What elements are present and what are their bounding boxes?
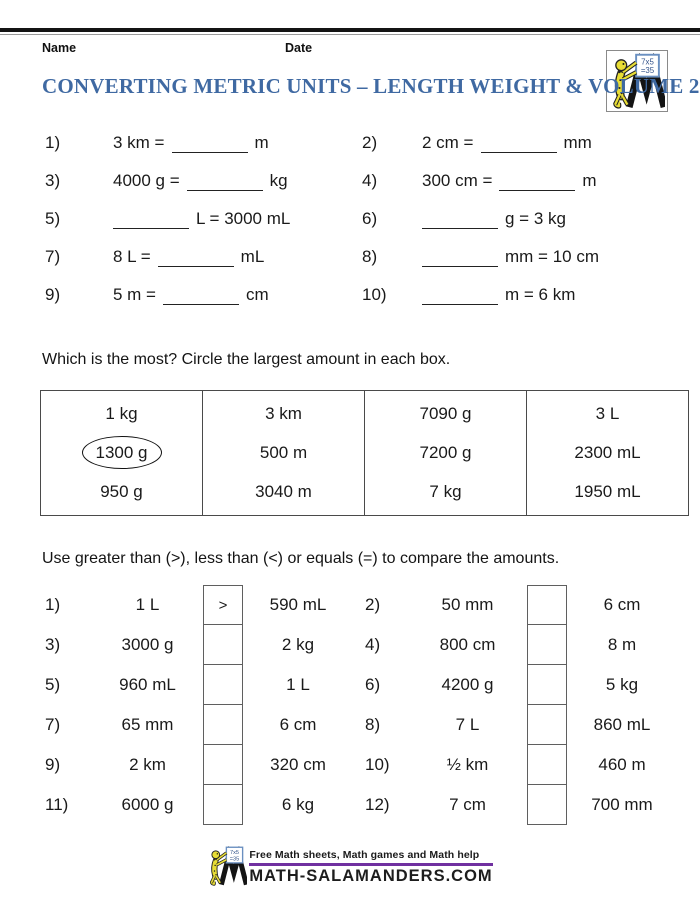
amount-box-4: [526, 391, 688, 515]
answer-blank[interactable]: [158, 251, 234, 267]
amount-option[interactable]: [527, 472, 688, 511]
compare-row: [0, 705, 700, 745]
amount-option[interactable]: [41, 394, 202, 433]
amount-option[interactable]: [365, 433, 526, 472]
comparison-answer-box[interactable]: [527, 585, 567, 625]
conversion-row: [0, 124, 700, 162]
conversion-row: [0, 238, 700, 276]
comparison-answer-box[interactable]: [527, 745, 567, 785]
amount-option[interactable]: [203, 433, 364, 472]
left-amount: 50 mm: [441, 595, 494, 614]
compare-problems-section: [0, 585, 700, 825]
amount-option[interactable]: [527, 433, 688, 472]
problem-10: [362, 285, 679, 305]
left-amount: 4200 g: [441, 675, 494, 694]
left-amount: 800 cm: [439, 635, 496, 654]
amount-text: 7200 g: [419, 443, 472, 462]
compare-row: [0, 745, 700, 785]
comparison-answer-box[interactable]: [527, 665, 567, 705]
right-amount: 320 cm: [270, 755, 326, 774]
amount-option[interactable]: [203, 472, 364, 511]
problem-text-post: cm: [246, 285, 269, 304]
amount-option[interactable]: [365, 472, 526, 511]
right-amount: 5 kg: [605, 675, 639, 694]
right-amount: 8 m: [607, 635, 637, 654]
problem-number: 11): [45, 795, 69, 814]
problem-number: 7): [45, 715, 61, 734]
answer-blank[interactable]: [422, 251, 498, 267]
footer-tagline: Free Math sheets, Math games and Math help: [249, 849, 480, 861]
problem-number: 10): [365, 755, 390, 774]
comparison-answer-box[interactable]: [203, 665, 243, 705]
problem-7: [45, 247, 362, 267]
comparison-answer-box[interactable]: [203, 785, 243, 825]
left-amount: 65 mm: [121, 715, 174, 734]
problem-text-pre: 3 km =: [113, 133, 165, 152]
comparison-answer-box[interactable]: [203, 625, 243, 665]
comparison-answer-box[interactable]: [527, 625, 567, 665]
answer-blank[interactable]: [499, 175, 575, 191]
amount-option[interactable]: [203, 394, 364, 433]
problem-number: 3): [45, 635, 61, 654]
problem-text-post: L = 3000 mL: [196, 209, 291, 228]
name-label: Name: [42, 41, 77, 55]
right-amount: 2 kg: [281, 635, 315, 654]
conversion-row: [0, 162, 700, 200]
problem-3: [45, 171, 362, 191]
left-amount: 3000 g: [121, 635, 174, 654]
largest-amount-table: [40, 390, 689, 516]
answer-blank[interactable]: [172, 137, 248, 153]
problem-number: 2): [365, 595, 381, 614]
top-divider: [0, 28, 700, 32]
conversion-row: [0, 276, 700, 314]
problem-number: 3): [45, 171, 61, 190]
amount-box-2: [202, 391, 364, 515]
amount-text: 3040 m: [255, 482, 312, 501]
comparison-answer-box[interactable]: [203, 705, 243, 745]
purple-divider: [249, 863, 492, 866]
compare-row: [0, 665, 700, 705]
problem-text-pre: 5 m =: [113, 285, 156, 304]
problem-text-post: mL: [240, 247, 265, 266]
problem-8: [362, 247, 679, 267]
comparison-answer-box[interactable]: [203, 745, 243, 785]
right-amount: 6 cm: [603, 595, 641, 614]
amount-text: 1950 mL: [574, 482, 641, 501]
problem-number: 6): [365, 675, 381, 694]
problem-number: 5): [45, 209, 61, 228]
problem-4: [362, 171, 679, 191]
problem-number: 12): [365, 795, 390, 814]
amount-box-1: [41, 391, 202, 515]
compare-row: [0, 625, 700, 665]
problem-number: 6): [362, 209, 378, 228]
comparison-answer-box[interactable]: >: [203, 585, 243, 625]
problem-text-post: kg: [269, 171, 288, 190]
problem-text-post: m: [254, 133, 269, 152]
problem-number: 8): [362, 247, 378, 266]
conversion-row: [0, 200, 700, 238]
problem-text-post: m = 6 km: [505, 285, 576, 304]
problem-number: 4): [362, 171, 378, 190]
problem-number: 10): [362, 285, 387, 304]
problem-number: 1): [45, 133, 61, 152]
left-amount: ½ km: [446, 755, 489, 774]
problem-text-pre: 300 cm =: [422, 171, 493, 190]
salamander-icon: [207, 846, 247, 886]
right-amount: 700 mm: [591, 795, 653, 814]
comparison-answer-box[interactable]: [527, 705, 567, 745]
problem-9: [45, 285, 362, 305]
left-amount: 1 L: [135, 595, 160, 614]
page-title: CONVERTING METRIC UNITS – LENGTH WEIGHT & VOLUME 2: [42, 74, 700, 98]
footer-text-block: [249, 846, 492, 886]
answer-blank[interactable]: [163, 289, 239, 305]
amount-text: 500 m: [259, 443, 308, 462]
right-amount: 860 mL: [593, 715, 651, 734]
problem-text-post: m: [582, 171, 597, 190]
problem-number: 2): [362, 133, 378, 152]
right-amount: 6 kg: [281, 795, 315, 814]
problem-number: 7): [45, 247, 61, 266]
date-label: Date: [285, 41, 313, 55]
footer: [0, 846, 700, 886]
problem-1: [45, 133, 362, 153]
amount-text: 3 km: [265, 404, 302, 423]
amount-box-3: [364, 391, 526, 515]
answer-blank[interactable]: [187, 175, 263, 191]
compare-row: [0, 785, 700, 825]
amount-option[interactable]: [527, 394, 688, 433]
amount-option[interactable]: [365, 394, 526, 433]
right-amount: 590 mL: [269, 595, 327, 614]
problem-number: 8): [365, 715, 381, 734]
right-amount: 6 cm: [279, 715, 317, 734]
circled-amount: 1300 g: [82, 436, 162, 469]
problem-number: 1): [45, 595, 61, 614]
amount-option[interactable]: [41, 472, 202, 511]
amount-text: 7090 g: [419, 404, 472, 423]
problem-number: 9): [45, 755, 61, 774]
left-amount: 2 km: [129, 755, 166, 774]
left-amount: 7 cm: [449, 795, 486, 814]
answer-blank[interactable]: [422, 289, 498, 305]
problem-text-pre: 4000 g =: [113, 171, 180, 190]
left-amount: 6000 g: [121, 795, 174, 814]
conversion-problems-section: [0, 124, 700, 314]
right-amount: 1 L: [286, 675, 310, 694]
compare-instruction: Use greater than (>), less than (<) or equals (=) to compare the amounts.: [42, 550, 560, 567]
problem-text-pre: 2 cm =: [422, 133, 474, 152]
left-amount: 7 L: [455, 715, 480, 734]
answer-blank[interactable]: [113, 213, 189, 229]
problem-text-post: mm: [563, 133, 592, 152]
answer-blank[interactable]: [422, 213, 498, 229]
problem-text-post: mm = 10 cm: [505, 247, 599, 266]
problem-text-pre: 8 L =: [113, 247, 151, 266]
amount-text: 1 kg: [105, 404, 138, 423]
answer-blank[interactable]: [481, 137, 557, 153]
amount-option[interactable]: [41, 433, 202, 472]
problem-number: 4): [365, 635, 381, 654]
problem-text-post: g = 3 kg: [505, 209, 566, 228]
amount-text: 2300 mL: [574, 443, 641, 462]
left-amount: 960 mL: [119, 675, 176, 694]
problem-6: [362, 209, 679, 229]
circle-largest-instruction: Which is the most? Circle the largest amount in each box.: [42, 351, 451, 368]
amount-text: 7 kg: [429, 482, 462, 501]
problem-5: [45, 209, 362, 229]
site-name: MATH-SALAMANDERS.COM: [249, 866, 493, 885]
right-amount: 460 m: [598, 755, 646, 774]
compare-row: [0, 585, 700, 625]
comparison-answer-box[interactable]: [527, 785, 567, 825]
problem-2: [362, 133, 679, 153]
amount-text: 950 g: [100, 482, 143, 501]
problem-number: 5): [45, 675, 61, 694]
problem-number: 9): [45, 285, 61, 304]
amount-text: 3 L: [595, 404, 620, 423]
